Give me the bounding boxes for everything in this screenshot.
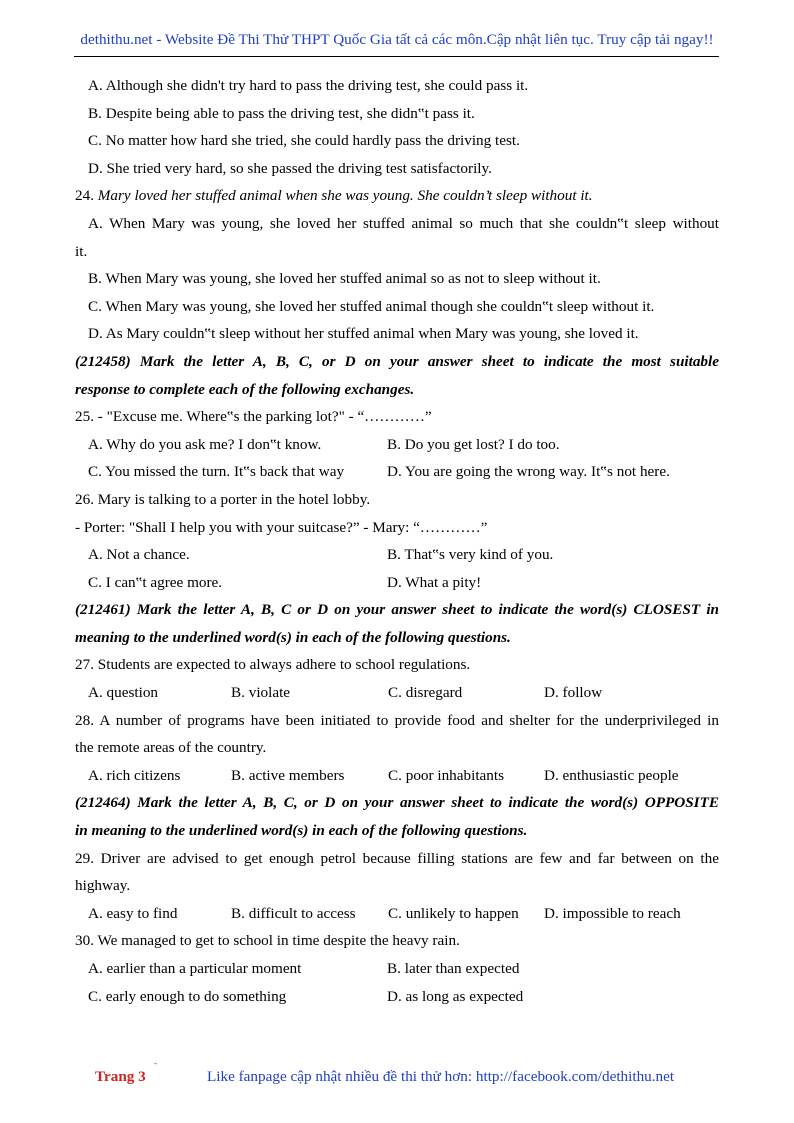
q30-options-row2 <box>75 983 719 1011</box>
q25-options-row2 <box>75 458 719 486</box>
q28-options <box>75 762 719 790</box>
q26-option-d: D. What a pity! <box>387 573 482 591</box>
q30-option-d: D. as long as expected <box>387 987 524 1005</box>
q27-options <box>75 679 719 707</box>
section2-instruction-line1: (212461) Mark the letter A, B, C or D on your answer sheet to indicate the word(s) CLOSEST in <box>75 601 719 619</box>
q29-option-c: C. unlikely to happen <box>388 904 519 922</box>
q23-option-d: D. She tried very hard, so she passed the driving test satisfactorily. <box>88 159 492 177</box>
q29-stem-line2: highway. <box>75 877 131 895</box>
q30-stem: 30. We managed to get to school in time despite the heavy rain. <box>75 932 460 950</box>
q26-stem-line1: 26. Mary is talking to a porter in the hotel lobby. <box>75 490 371 508</box>
page-content <box>75 72 719 1010</box>
q27-option-d: D. follow <box>544 684 603 702</box>
q29-stem-line1: 29. Driver are advised to get enough petrol because filling stations are few and far between on the <box>75 849 719 867</box>
section3-instruction-line1: (212464) Mark the letter A, B, C, or D on your answer sheet to indicate the word(s) OPPOSITE <box>75 794 719 812</box>
q28-stem-line2: the remote areas of the country. <box>75 739 267 757</box>
q24-option-b: B. When Mary was young, she loved her stuffed animal so as not to sleep without it. <box>88 270 601 288</box>
q25-stem: 25. - "Excuse me. Where‟s the parking lot?" - “…………” <box>75 408 432 426</box>
page-number: Trang 3 <box>95 1068 146 1085</box>
q23-option-c: C. No matter how hard she tried, she could hardly pass the driving test. <box>88 132 520 150</box>
q23-option-a: A. Although she didn't try hard to pass the driving test, she could pass it. <box>88 77 529 94</box>
fanpage-link[interactable]: Like fanpage cập nhật nhiều đề thi thử hơn: http://facebook.com/dethithu.net <box>207 1068 675 1085</box>
q24-option-a-line1: A. When Mary was young, she loved her stuffed animal so much that she couldn‟t sleep without <box>88 214 719 232</box>
q25-option-a: A. Why do you ask me? I don‟t know. <box>88 435 322 453</box>
q28-option-b: B. active members <box>231 766 345 784</box>
header-divider <box>74 56 719 57</box>
q25-option-d: D. You are going the wrong way. It‟s not here. <box>387 463 670 481</box>
q25-option-b: B. Do you get lost? I do too. <box>387 435 560 453</box>
q30-options-row1 <box>75 955 719 983</box>
q26-option-b: B. That‟s very kind of you. <box>387 546 554 564</box>
q24-option-d: D. As Mary couldn‟t sleep without her stuffed animal when Mary was young, she loved it. <box>88 325 639 343</box>
q28-option-a: A. rich citizens <box>88 766 181 784</box>
q28-option-d: D. enthusiastic people <box>544 766 679 784</box>
q29-options <box>75 900 719 928</box>
q29-option-b: B. difficult to access <box>231 904 356 922</box>
q28-stem-line1: 28. A number of programs have been initiated to provide food and shelter for the underprivileged in <box>75 711 719 729</box>
q26-options-row1 <box>75 541 719 569</box>
q26-stem-line2: - Porter: "Shall I help you with your suitcase?” - Mary: “…………” <box>75 518 488 536</box>
section1-instruction-line1: (212458) Mark the letter A, B, C, or D on your answer sheet to indicate the most suitable <box>75 352 719 370</box>
q27-stem: 27. Students are expected to always adhere to school regulations. <box>75 656 471 674</box>
q24-option-a-line2: it. <box>75 242 88 260</box>
q25-options-row1 <box>75 431 719 459</box>
q30-option-a: A. earlier than a particular moment <box>88 960 302 977</box>
q27-option-b: B. violate <box>231 684 291 702</box>
q26-options-row2 <box>75 569 719 597</box>
q24-number: 24. <box>75 187 98 205</box>
q23-option-b: B. Despite being able to pass the driving test, she didn‟t pass it. <box>88 104 475 122</box>
q28-option-c: C. poor inhabitants <box>388 766 505 784</box>
section1-instruction-line2: response to complete each of the following exchanges. <box>75 380 415 398</box>
q30-option-b: B. later than expected <box>387 960 520 977</box>
q26-option-c: C. I can‟t agree more. <box>88 573 223 591</box>
q30-option-c: C. early enough to do something <box>88 987 287 1005</box>
q27-option-a: A. question <box>88 684 159 702</box>
q27-option-c: C. disregard <box>388 684 463 702</box>
header-banner[interactable]: dethithu.net - Website Đề Thi Thử THPT Quốc Gia tất cả các môn.Cập nhật liên tục. Truy cập tải ngay!! <box>80 31 714 48</box>
section2-instruction-line2: meaning to the underlined word(s) in each of the following questions. <box>75 628 511 646</box>
q24-stem <box>75 182 719 210</box>
q29-option-a: A. easy to find <box>88 904 178 922</box>
q24-prompt: Mary loved her stuffed animal when she was young. She couldn’t sleep without it. <box>97 187 593 205</box>
q29-option-d: D. impossible to reach <box>544 904 681 922</box>
footer-tick-mark: ˉ <box>154 1062 158 1073</box>
q24-option-c: C. When Mary was young, she loved her stuffed animal though she couldn‟t sleep without it. <box>88 297 655 315</box>
q25-option-c: C. You missed the turn. It‟s back that way <box>88 463 345 481</box>
q26-option-a: A. Not a chance. <box>88 546 190 564</box>
section3-instruction-line2: in meaning to the underlined word(s) in each of the following questions. <box>75 822 528 840</box>
